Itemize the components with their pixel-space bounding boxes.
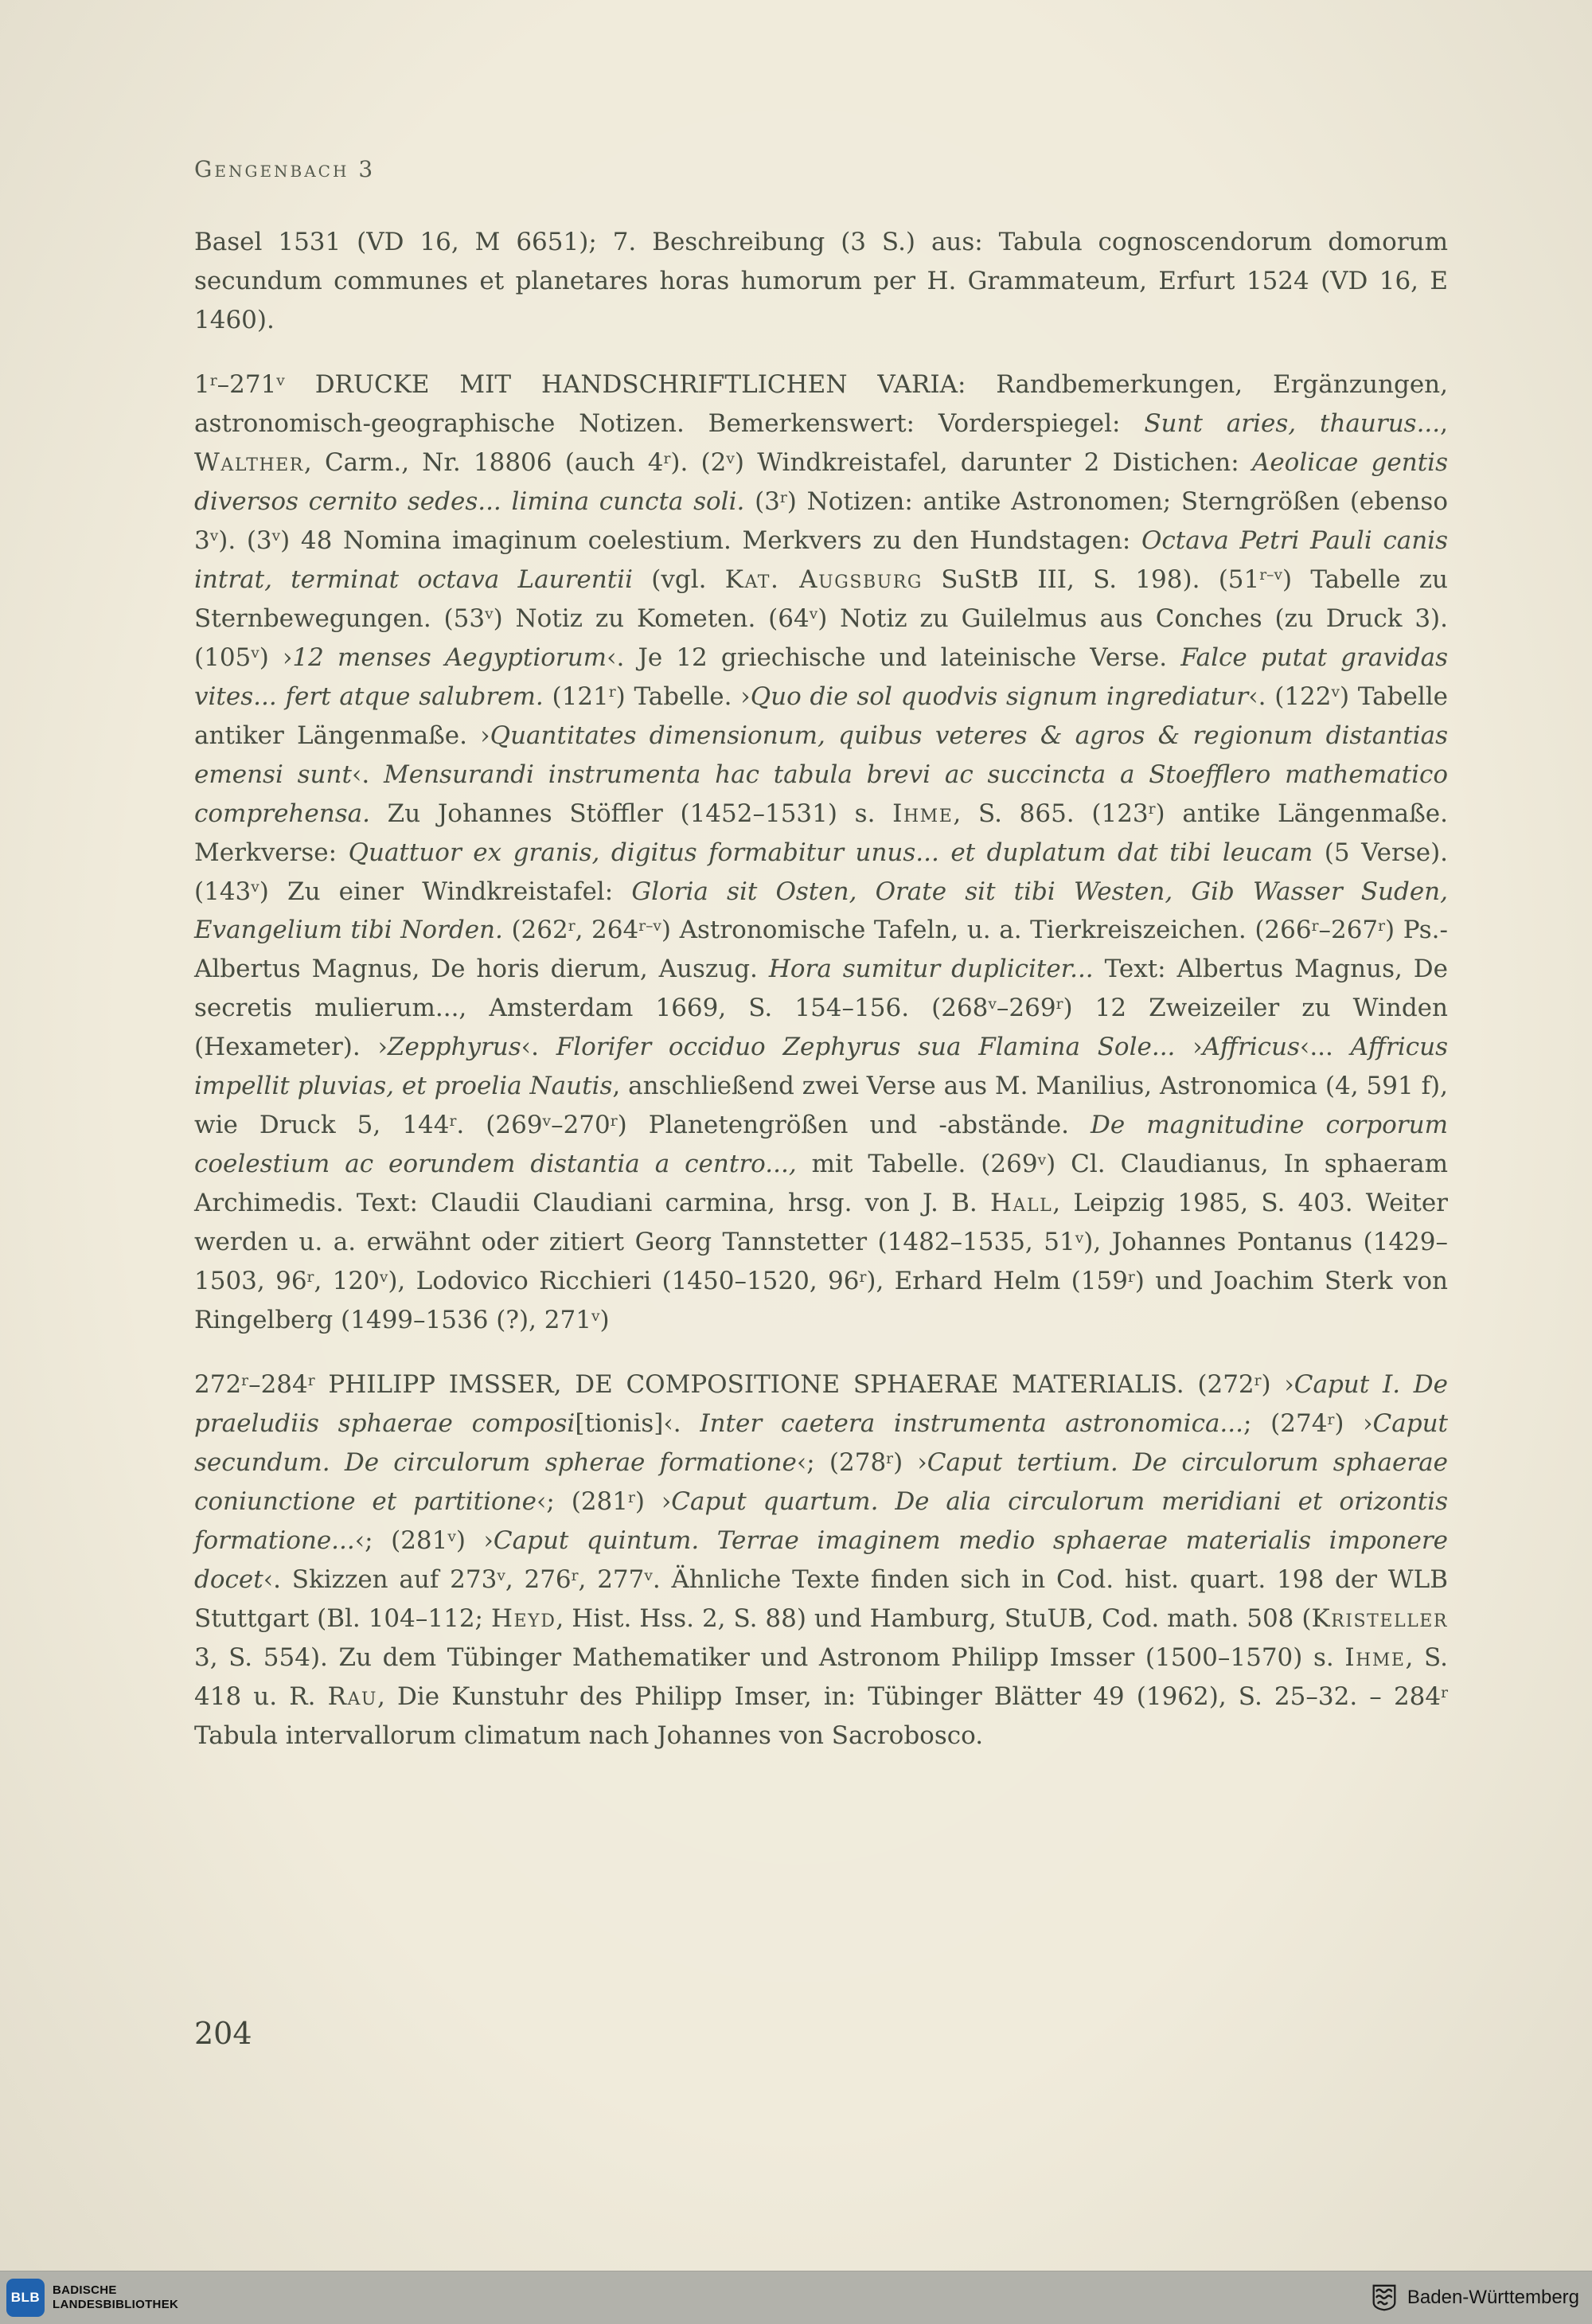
catalog-text-block	[194, 223, 1448, 1781]
state-branding-link[interactable]	[1369, 2283, 1592, 2313]
paragraph-description-intro: Basel 1531 (VD 16, M 6651); 7. Beschreibung (3 S.) aus: Tabula cognoscendorum domorum secundum communes et planetares horas humorum per H. Grammateum, Erfurt 1524 (VD 16, E 1460).	[194, 228, 1448, 334]
library-name	[53, 2283, 178, 2312]
blb-logo-text: BLB	[10, 2290, 41, 2305]
state-name: Baden-Württemberg	[1407, 2287, 1579, 2308]
running-head: Gengenbach 3	[194, 156, 376, 182]
paragraph-entry-philipp-imsser: 272$^r$–284$^r$ PHILIPP IMSSER, DE COMPOSITIONE SPHAERAE MATERIALIS. (272$^r$) ›Caput I. De praeludiis sphaerae composi[tionis]‹. Inter caetera instrumenta astronomica...; (274$^r$) ›Caput secundum. De circulorum spherae formatione‹; (278$^r$) ›Caput tertium. De circulorum sphaerae coniunctione et partitione‹; (281$^r$) ›Caput quartum. De alia circulorum meridiani et orizontis formatione...‹; (281$^v$) ›Caput quintum. Terrae imaginem medio sphaerae materialis imponere docet‹. Skizzen auf 273$^v$, 276$^r$, 277$^v$. Ähnliche Texte finden sich in Cod. hist. quart. 198 der WLB Stuttgart (Bl. 104–112; Heyd, Hist. Hss. 2, S. 88) und Hamburg, StuUB, Cod. math. 508 (Kristeller 3, S. 554). Zu dem Tübinger Mathematiker und Astronom Philipp Imsser (1500–1570) s. Ihme, S. 418 u. R. Rau, Die Kunstuhr des Philipp Imser, in: Tübinger Blätter 49 (1962), S. 25–32. – 284$^r$ Tabula intervallorum climatum nach Johannes von Sacrobosco.	[194, 1370, 1449, 1750]
baden-wuerttemberg-coat-of-arms-icon	[1369, 2283, 1399, 2313]
library-branding-link[interactable]	[0, 2279, 178, 2317]
page-number: 204	[194, 2016, 252, 2051]
library-name-line1: BADISCHE	[53, 2283, 117, 2297]
library-name-line2: LANDESBIBLIOTHEK	[53, 2298, 179, 2311]
paragraph-entry-drucke-varia: 1$^r$–271$^v$ DRUCKE MIT HANDSCHRIFTLICHEN VARIA: Randbemerkungen, Ergänzungen, astronomisch-geographische Notizen. Bemerkenswert: Vorderspiegel: Sunt aries, thaurus..., Walther, Carm., Nr. 18806 (auch 4$^r$). (2$^v$) Windkreistafel, darunter 2 Distichen: Aeolicae gentis diversos cernito sedes... limina cuncta soli. (3$^r$) Notizen: antike Astronomen; Sterngrößen (ebenso 3$^v$). (3$^v$) 48 Nomina imaginum coelestium. Merkvers zu den Hundstagen: Octava Petri Pauli canis intrat, terminat octava Laurentii (vgl. Kat. Augsburg SuStB III, S. 198). (51$^{r-v}$) Tabelle zu Sternbewegungen. (53$^v$) Notiz zu Kometen. (64$^v$) Notiz zu Guilelmus aus Conches (zu Druck 3). (105$^v$) ›12 menses Aegyptiorum‹. Je 12 griechische und lateinische Verse. Falce putat gravidas vites... fert atque salubrem. (121$^r$) Tabelle. ›Quo die sol quodvis signum ingrediatur‹. (122$^v$) Tabelle antiker Längenmaße. ›Quantitates dimensionum, quibus veteres & agros & regionum distantias emensi sunt‹. Mensurandi instrumenta hac tabula brevi ac succincta a Stoefflero mathematico comprehensa. Zu Johannes Stöffler (1452–1531) s. Ihme, S. 865. (123$^r$) antike Längenmaße. Merkverse: Quattuor ex granis, digitus formabitur unus... et duplatum dat tibi leucam (5 Verse). (143$^v$) Zu einer Windkreistafel: Gloria sit Osten, Orate sit tibi Westen, Gib Wasser Suden, Evangelium tibi Norden. (262$^r$, 264$^{r-v}$) Astronomische Tafeln, u. a. Tierkreiszeichen. (266$^r$–267$^r$) Ps.-Albertus Magnus, De horis dierum, Auszug. Hora sumitur dupliciter... Text: Albertus Magnus, De secretis mulierum..., Amsterdam 1669, S. 154–156. (268$^v$–269$^r$) 12 Zweizeiler zu Winden (Hexameter). ›Zepphyrus‹. Florifer occiduo Zephyrus sua Flamina Sole... ›Affricus‹... Affricus impellit pluvias, et proelia Nautis, anschließend zwei Verse aus M. Manilius, Astronomica (4, 591 f), wie Druck 5, 144$^r$. (269$^v$–270$^r$) Planetengrößen und -abstände. De magnitudine corporum coelestium ac eorundem distantia a centro..., mit Tabelle. (269$^v$) Cl. Claudianus, In sphaeram Archimedis. Text: Claudii Claudiani carmina, hrsg. von J. B. Hall, Leipzig 1985, S. 403. Weiter werden u. a. erwähnt oder zitiert Georg Tannstetter (1482–1535, 51$^v$), Johannes Pontanus (1429–1503, 96$^r$, 120$^v$), Lodovico Ricchieri (1450–1520, 96$^r$), Erhard Helm (159$^r$) und Joachim Sterk von Ringelberg (1499–1536 (?), 271$^v$)	[194, 369, 1449, 1335]
viewer-footer-bar	[0, 2271, 1592, 2324]
blb-logo	[6, 2279, 45, 2317]
